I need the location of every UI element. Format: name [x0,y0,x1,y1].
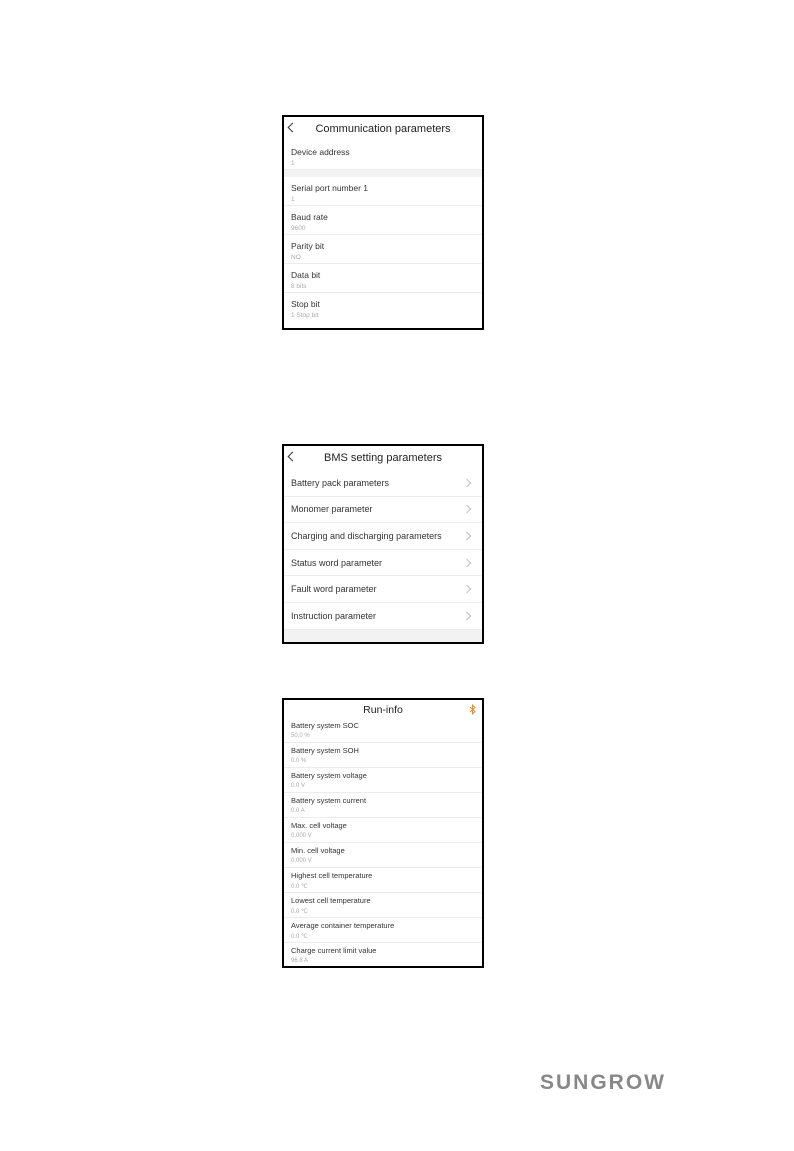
info-label: Max. cell voltage [291,821,347,830]
info-value: 0.0 V [291,783,306,789]
menu-item-label: Status word parameter [291,557,383,568]
chevron-right-icon [463,558,471,566]
param-row-baud-rate[interactable] [284,206,482,235]
chevron-right-icon [463,532,471,540]
param-label: Baud rate [291,212,328,222]
param-value: 1 [291,196,295,203]
param-value: NO [291,254,301,261]
param-row-device-address[interactable] [284,141,482,170]
info-row-min-cell-voltage [284,843,482,868]
param-label: Data bit [291,270,321,280]
info-row-current [284,793,482,818]
screen-title: Communication parameters [315,123,451,135]
param-value: 9600 [291,225,306,232]
param-row-parity-bit[interactable] [284,235,482,264]
run-info-screen [282,698,484,968]
info-row-lowest-cell-temp [284,893,482,918]
chevron-right-icon [463,585,471,593]
info-value: 0.0 ℃ [291,909,308,915]
menu-item-charging-discharging[interactable] [284,523,482,550]
info-label: Battery system voltage [291,771,367,780]
param-value: 1 [291,160,295,167]
info-label: Highest cell temperature [291,871,373,880]
menu-item-label: Instruction parameter [291,610,377,621]
info-label: Battery system SOH [291,746,359,755]
menu-item-battery-pack[interactable] [284,470,482,497]
titlebar [284,700,482,718]
menu-item-status-word[interactable] [284,550,482,577]
info-row-voltage [284,768,482,793]
chevron-right-icon [463,505,471,513]
info-value: 0.0 ℃ [291,934,308,940]
info-row-soh [284,743,482,768]
info-label: Min. cell voltage [291,846,345,855]
screen-title: BMS setting parameters [324,452,442,464]
info-row-charge-current-limit [284,943,482,968]
back-chevron-icon[interactable] [288,123,298,133]
info-value: 96.8 A [291,958,309,964]
list-footer [284,630,482,644]
titlebar [284,117,482,141]
info-label: Charge current limit value [291,946,377,955]
chevron-right-icon [463,479,471,487]
info-value: 0.000 V [291,858,312,864]
param-row-stop-bit[interactable] [284,293,482,322]
bluetooth-icon[interactable] [469,704,476,715]
param-value: 8 bits [291,283,307,290]
param-label: Device address [291,147,350,157]
info-value: 0.000 V [291,833,312,839]
menu-item-instruction[interactable] [284,603,482,630]
info-row-highest-cell-temp [284,868,482,893]
info-value: 0.0 A [291,808,305,814]
param-row-data-bit[interactable] [284,264,482,293]
info-row-avg-container-temp [284,918,482,943]
bms-setting-parameters-screen [282,444,484,644]
info-row-max-cell-voltage [284,818,482,843]
info-value: 0.0 ℃ [291,884,308,890]
info-row-soc [284,718,482,743]
info-label: Battery system current [291,796,367,805]
chevron-right-icon [463,612,471,620]
param-label: Serial port number 1 [291,183,369,193]
titlebar [284,446,482,470]
section-divider [284,170,482,177]
info-label: Average container temperature [291,921,395,930]
param-label: Parity bit [291,241,325,251]
menu-item-label: Fault word parameter [291,584,377,595]
menu-item-monomer[interactable] [284,497,482,524]
menu-item-fault-word[interactable] [284,576,482,603]
screen-title: Run-info [363,704,403,716]
info-label: Battery system SOC [291,721,359,730]
info-value: 0.0 % [291,758,307,764]
back-chevron-icon[interactable] [288,452,298,462]
menu-item-label: Monomer parameter [291,504,373,515]
info-value: 50.0 % [291,733,310,739]
bms-menu-list [284,470,482,630]
menu-item-label: Charging and discharging parameters [291,530,442,541]
info-label: Lowest cell temperature [291,896,371,905]
menu-item-label: Battery pack parameters [291,477,390,488]
sungrow-logo: SUNGROW [540,1071,666,1094]
param-row-serial-port[interactable] [284,177,482,206]
param-value: 1 Stop bit [291,312,319,319]
param-label: Stop bit [291,299,320,309]
communication-parameters-screen [282,115,484,330]
